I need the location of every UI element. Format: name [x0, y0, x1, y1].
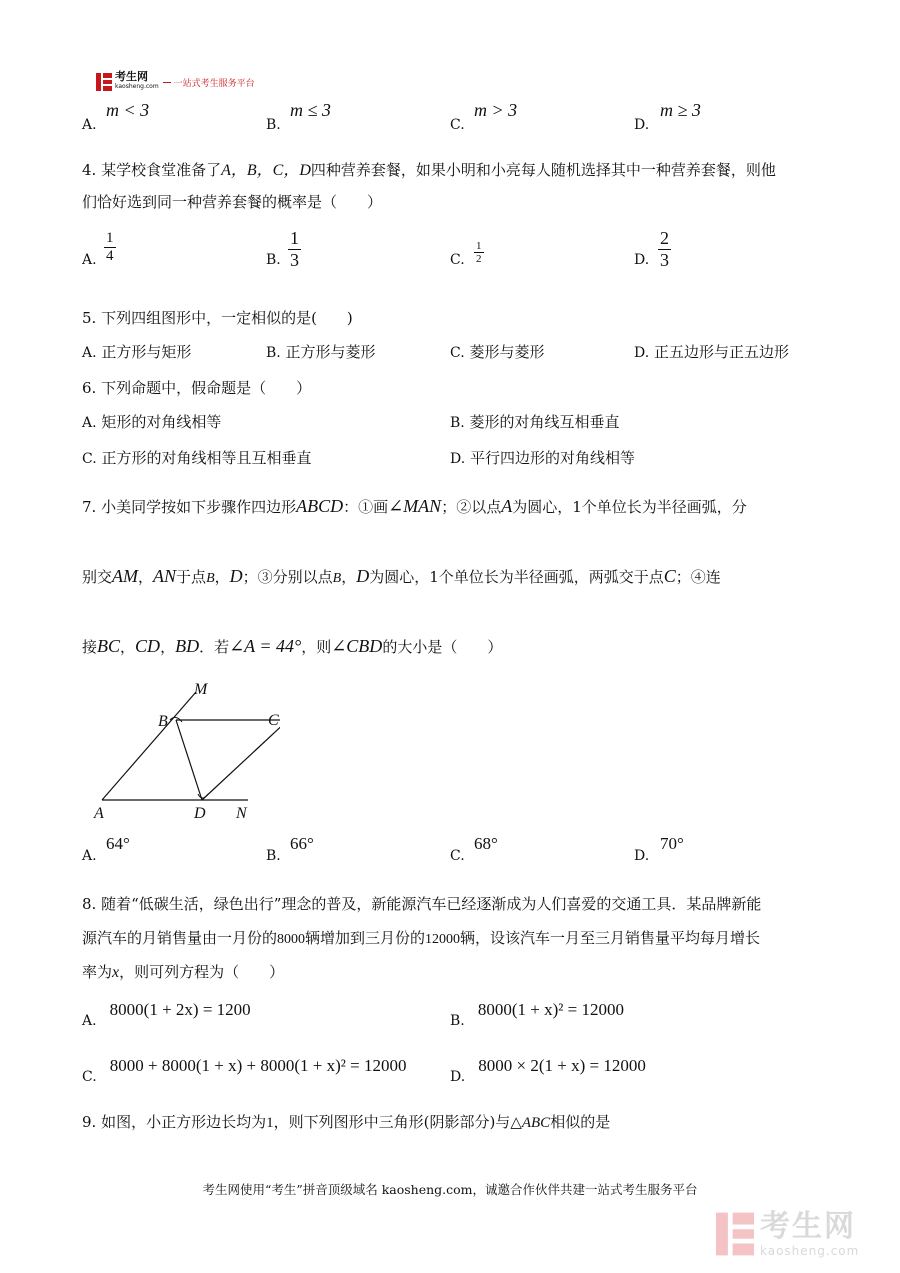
q7-rhombus-figure [90, 678, 280, 824]
logo-mark-icon [96, 73, 112, 91]
fraction: $\frac{1}{2}$ [476, 240, 482, 265]
option-letter: B. [266, 252, 281, 268]
option-expr: m ≥ 3 [660, 100, 701, 120]
watermark-logo [716, 1204, 886, 1264]
logo-cn: 考生网 [115, 70, 148, 83]
option-letter: B. [266, 117, 281, 133]
option-letter: D. [634, 848, 650, 864]
header-logo [96, 72, 255, 92]
option-letter: A. [82, 345, 97, 361]
fraction: $\frac{2}{3}$ [660, 228, 669, 270]
watermark-cn: 考生网 [760, 1208, 856, 1244]
q5-stem: 5. 下列四组图形中，一定相似的是( ) [82, 309, 353, 327]
option-expr: m ≤ 3 [290, 100, 331, 120]
q6-option-c: C. 正方形的对角线相等且互相垂直 [82, 449, 312, 467]
option-text: 正方形与矩形 [101, 343, 192, 361]
segment-BD [176, 720, 202, 800]
q8-option-a: A. 8000(1 + 2x) = 1200 [82, 1000, 251, 1029]
q8-stem-line3: 率为x，则可列方程为（ ） [82, 963, 285, 981]
option-text: 正方形与菱形 [285, 343, 376, 361]
q7-stem-line3: 接BC，CD，BD．若∠A = 44°，则∠CBD的大小是（ ） [82, 636, 503, 656]
header-slogan: 一站式考生服务平台 [173, 78, 255, 89]
option-expr: m < 3 [106, 100, 150, 120]
q5-options [82, 342, 822, 364]
logo-en: kaosheng.com [115, 83, 159, 90]
option-text: 64° [106, 834, 130, 853]
option-text: 68° [474, 834, 498, 853]
q4-stem-line2: 们恰好选到同一种营养套餐的概率是（ ） [82, 193, 383, 211]
segment-CD [202, 720, 280, 800]
label-N: N [236, 805, 247, 822]
q6-stem: 6. 下列命题中，假命题是（ ） [82, 379, 312, 397]
q8-stem-line2: 源汽车的月销售量由一月份的8000辆增加到三月份的12000辆，设该汽车一月至三月销售量平均每月增长 [82, 929, 761, 947]
option-letter: D. [634, 345, 650, 361]
option-text: 正五边形与正五边形 [653, 343, 789, 361]
fraction: $\frac{1}{4}$ [106, 230, 114, 264]
fraction: $\frac{1}{3}$ [290, 228, 299, 270]
option-letter: C. [450, 252, 465, 268]
q4-stem-line1: 4. 某学校食堂准备了A，B，C，D四种营养套餐，如果小明和小亮每人随机选择其中一种营养套餐，则他 [82, 161, 776, 179]
q7-options [82, 834, 822, 866]
option-letter: C. [450, 117, 465, 133]
footer-text: 考生网使用“考生”拼音顶级域名 kaosheng.com，诚邀合作伙伴共建一站式考生服务平台 [202, 1182, 698, 1197]
option-letter: B. [266, 848, 281, 864]
q6-option-d: D. 平行四边形的对角线相等 [450, 449, 635, 467]
watermark-en: kaosheng.com [760, 1243, 860, 1258]
option-letter: D. [634, 252, 650, 268]
label-D: D [194, 805, 206, 822]
option-letter: A. [82, 117, 97, 133]
option-letter: B. [266, 345, 281, 361]
q8-option-b: B. 8000(1 + x)² = 12000 [450, 1000, 624, 1029]
option-letter: C. [450, 345, 465, 361]
q8-option-d: D. 8000 × 2(1 + x) = 12000 [450, 1056, 646, 1085]
q6-option-b: B. 菱形的对角线互相垂直 [450, 413, 620, 431]
label-M: M [194, 681, 208, 698]
q4-options [82, 228, 822, 274]
q7-stem-line2: 别交AM，AN于点B，D；③分别以点B，D为圆心，1个单位长为半径画弧，两弧交于点C；④连 [82, 566, 721, 586]
q6-option-a: A. 矩形的对角线相等 [82, 413, 222, 431]
option-letter: C. [450, 848, 465, 864]
label-B: B [158, 713, 168, 730]
q8-stem-line1: 8. 随着“低碳生活，绿色出行”理念的普及，新能源汽车已经逐渐成为人们喜爱的交通工具．某品牌新能 [82, 895, 762, 913]
option-letter: A. [82, 252, 97, 268]
watermark-mark-icon [716, 1212, 754, 1256]
ray-AM [102, 692, 196, 800]
option-text: 菱形与菱形 [469, 343, 545, 361]
q9-stem: 9. 如图，小正方形边长均为1，则下列图形中三角形(阴影部分)与△ABC相似的是 [82, 1113, 611, 1131]
option-letter: A. [82, 848, 97, 864]
label-C: C [268, 712, 279, 729]
option-expr: m > 3 [474, 100, 518, 120]
label-A: A [94, 805, 104, 822]
q7-stem-line1: 7. 小美同学按如下步骤作四边形ABCD：①画∠MAN；②以点A为圆心，1个单位长为半径画弧，分 [82, 496, 747, 516]
option-letter: D. [634, 117, 650, 133]
q3-options [82, 100, 822, 133]
q8-option-c: C. 8000 + 8000(1 + x) + 8000(1 + x)² = 12000 [82, 1056, 407, 1085]
option-text: 66° [290, 834, 314, 853]
option-text: 70° [660, 834, 684, 853]
